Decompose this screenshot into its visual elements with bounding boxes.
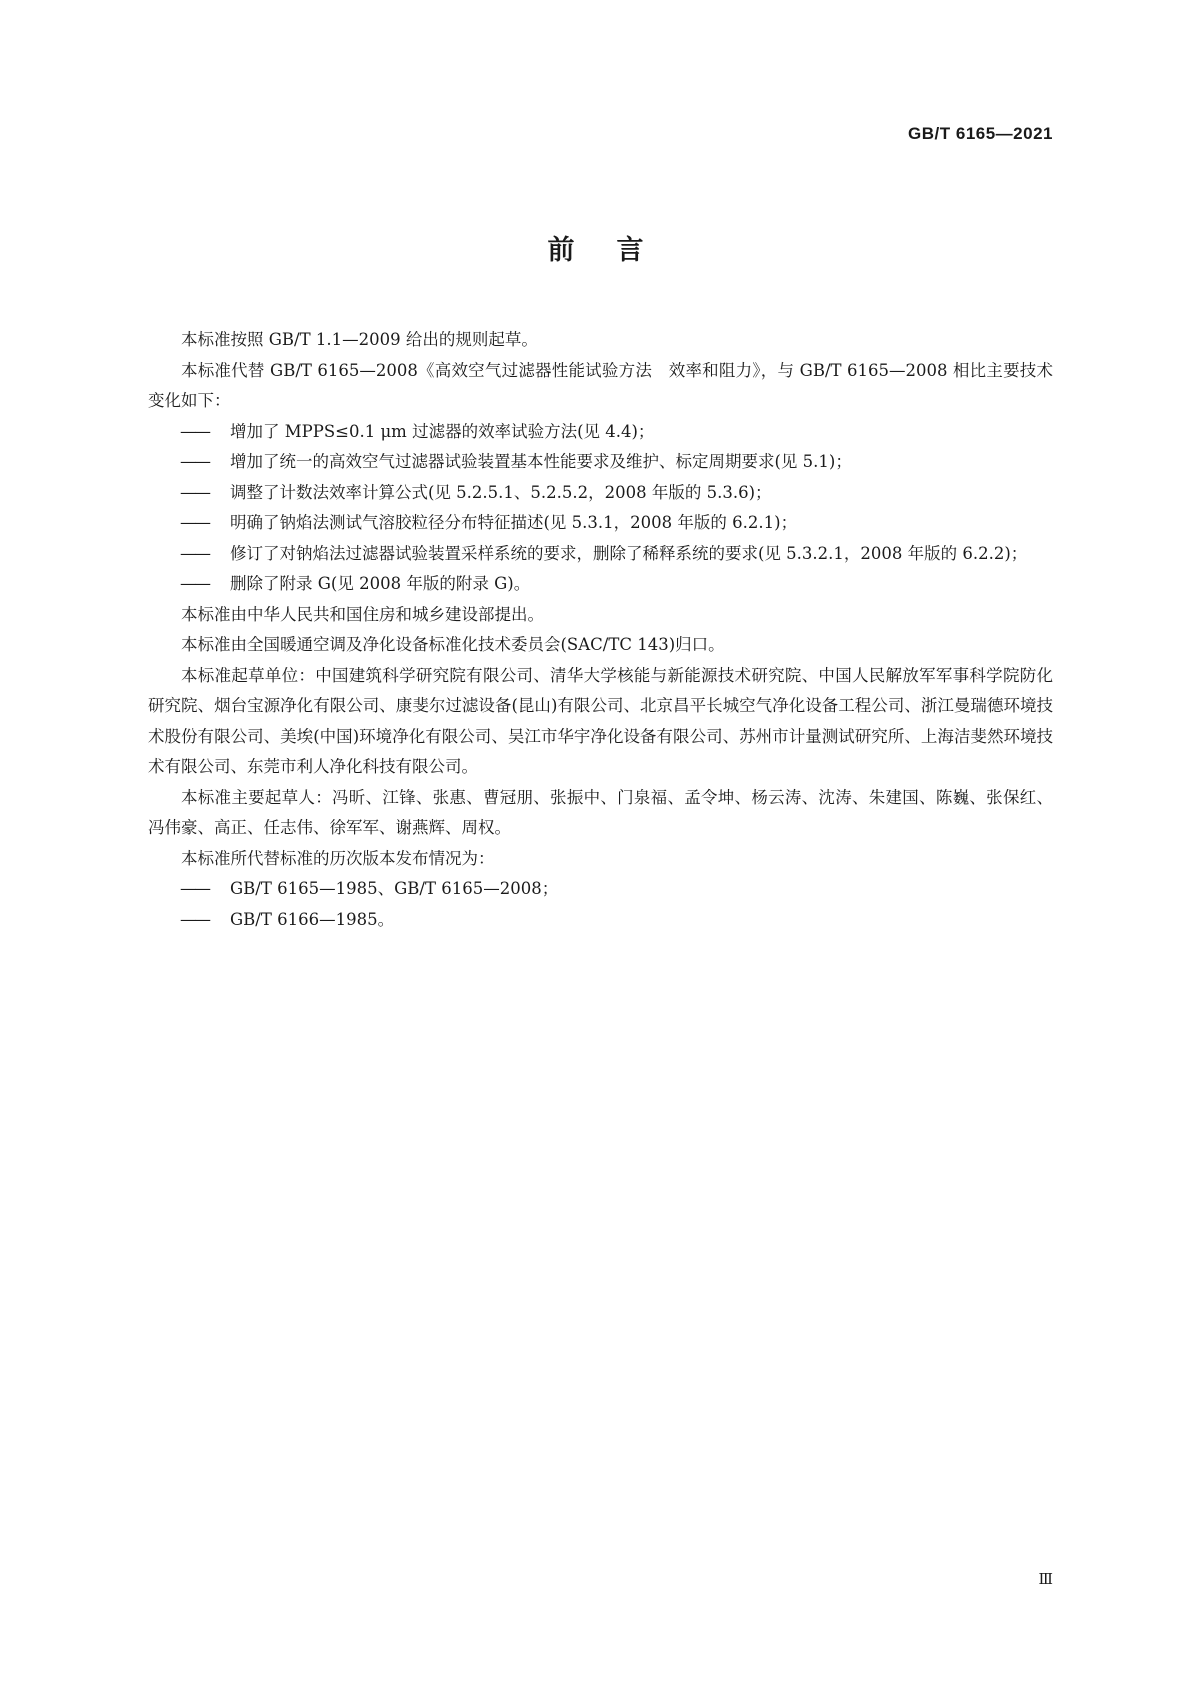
list-item — [148, 508, 1053, 539]
dash-mark: —— — [180, 482, 209, 502]
dash-mark: —— — [180, 879, 209, 898]
list-item — [148, 478, 1053, 509]
list-item — [148, 905, 1053, 936]
document-body — [148, 325, 1053, 935]
history-item-1: GB/T 6165—1985、GB/T 6165—2008； — [230, 879, 559, 898]
list-item — [148, 539, 1053, 570]
change-item-2: 增加了统一的高效空气过滤器试验装置基本性能要求及维护、标定周期要求(见 5.1)； — [230, 452, 852, 471]
paragraph-proposer: 本标准由中华人民共和国住房和城乡建设部提出。 — [181, 604, 544, 624]
list-item — [148, 447, 1053, 478]
list-item — [148, 417, 1053, 448]
dash-mark: —— — [180, 543, 209, 563]
paragraph-drafting-rules: 本标准按照 GB/T 1.1—2009 给出的规则起草。 — [181, 330, 538, 349]
change-item-6: 删除了附录 G(见 2008 年版的附录 G)。 — [230, 574, 531, 593]
standard-number: GB/T 6165—2021 — [908, 124, 1053, 143]
dash-mark: —— — [180, 421, 209, 441]
page-number: Ⅲ — [1038, 1570, 1053, 1588]
dash-mark: —— — [180, 452, 209, 471]
list-item — [148, 569, 1053, 600]
page-title: 前言 — [547, 235, 686, 266]
dash-mark: —— — [180, 574, 209, 593]
paragraph-history-intro: 本标准所代替标准的历次版本发布情况为： — [181, 848, 495, 868]
history-item-2: GB/T 6166—1985。 — [230, 909, 395, 929]
change-item-1: 增加了 MPPS≤0.1 μm 过滤器的效率试验方法(见 4.4)； — [230, 421, 655, 441]
change-item-3: 调整了计数法效率计算公式(见 5.2.5.1、5.2.5.2，2008 年版的 5.3.6)； — [230, 482, 772, 502]
change-item-5: 修订了对钠焰法过滤器试验装置采样系统的要求，删除了稀释系统的要求(见 5.3.2.1，2008 年版的 6.2.2)； — [230, 543, 1028, 563]
paragraph-replacement: 本标准代替 GB/T 6165—2008《高效空气过滤器性能试验方法 效率和阻力》，与 GB/T 6165—2008 相比主要技术变化如下： — [148, 360, 1053, 410]
paragraph-drafters: 本标准主要起草人：冯昕、江锋、张惠、曹冠朋、张振中、门泉福、孟令坤、杨云涛、沈涛、朱建国、陈巍、张保红、冯伟豪、高正、任志伟、徐军军、谢燕辉、周权。 — [148, 787, 1053, 837]
dash-mark: —— — [180, 909, 209, 929]
list-item — [148, 874, 1053, 905]
dash-mark: —— — [180, 513, 209, 532]
paragraph-committee: 本标准由全国暖通空调及净化设备标准化技术委员会(SAC/TC 143)归口。 — [181, 635, 725, 654]
change-item-4: 明确了钠焰法测试气溶胶粒径分布特征描述(见 5.3.1，2008 年版的 6.2.1)； — [230, 513, 798, 532]
paragraph-drafting-units: 本标准起草单位：中国建筑科学研究院有限公司、清华大学核能与新能源技术研究院、中国人民解放军军事科学院防化研究院、烟台宝源净化有限公司、康斐尔过滤设备(昆山)有限公司、北京昌平长城空气净化设备工程公司、浙江曼瑞德环境技术股份有限公司、美埃(中国)环境净化有限公司、吴江市华宇净化设备有限公司、苏州市计量测试研究所、上海洁斐然环境技术有限公司、东莞市利人净化科技有限公司。 — [148, 665, 1053, 776]
